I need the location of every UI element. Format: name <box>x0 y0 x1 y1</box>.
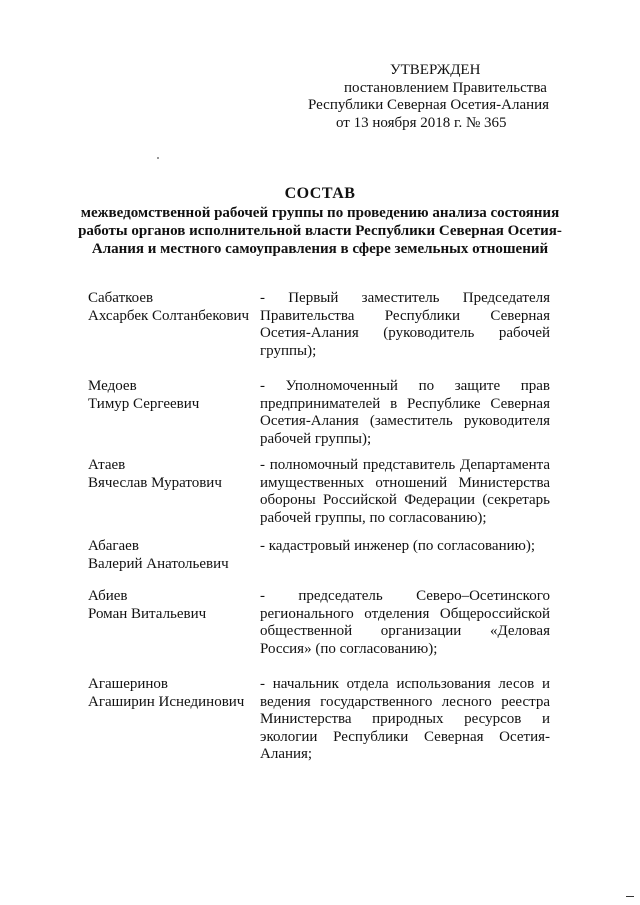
role-line: Осетия-Алания (руководитель рабочей <box>260 325 550 341</box>
member-surname: Сабаткоев <box>88 290 154 306</box>
scan-speck <box>157 157 159 159</box>
role-line: Алания; <box>260 746 313 762</box>
subtitle-line: Алания и местного самоуправления в сфере земельных отношений <box>91 241 549 257</box>
role-line: - Уполномоченный по защите прав <box>260 378 550 394</box>
member-given-name: Роман Витальевич <box>88 605 207 622</box>
role-line: - начальник отдела использования лесов и <box>260 676 550 692</box>
member-given-name: Валерий Анатольевич <box>88 555 229 572</box>
member-name <box>88 378 258 413</box>
role-line: Правительства Республики Северная <box>260 307 550 324</box>
role-line: имущественных отношений Министерства <box>260 474 550 491</box>
approval-line: постановлением Правительства <box>344 79 547 96</box>
document-subtitle <box>70 204 570 258</box>
member-name <box>88 457 258 492</box>
member-role <box>260 290 550 360</box>
member-surname: Медоев <box>88 378 137 394</box>
role-line: общественной организации «Деловая <box>260 623 550 639</box>
approval-title: УТВЕРЖДЕН <box>390 62 481 78</box>
role-line: Министерства природных ресурсов и <box>260 711 550 727</box>
member-role <box>260 538 550 556</box>
subtitle-line: межведомственной рабочей группы по проведению анализа состояния <box>80 205 560 221</box>
approval-stamp <box>308 62 578 132</box>
role-line: Осетия-Алания (заместитель руководителя <box>260 413 550 429</box>
member-given-name: Агаширин Иснединович <box>88 693 245 710</box>
member-given-name: Ахсарбек Солтанбекович <box>88 307 250 324</box>
member-name <box>88 588 258 623</box>
role-line: - кадастровый инженер (по согласованию); <box>260 538 535 554</box>
member-name <box>88 538 258 573</box>
role-line: ведения государственного лесного реестра <box>260 693 550 710</box>
role-line: - Первый заместитель Председателя <box>260 290 550 306</box>
role-line: обороны Российской Федерации (секретарь <box>260 492 550 508</box>
member-given-name: Тимур Сергеевич <box>88 395 200 412</box>
member-surname: Агашеринов <box>88 676 168 692</box>
document-title: СОСТАВ <box>284 185 356 202</box>
member-surname: Абиев <box>88 588 128 604</box>
document-heading <box>70 184 570 258</box>
role-line: экологии Республики Северная Осетия- <box>260 728 550 745</box>
subtitle-line: работы органов исполнительной власти Республики Северная Осетия- <box>78 223 562 239</box>
role-line: регионального отделения Общероссийской <box>260 605 550 622</box>
role-line: предпринимателей в Республике Северная <box>260 395 550 412</box>
member-role <box>260 378 550 448</box>
member-surname: Абагаев <box>88 538 139 554</box>
member-given-name: Вячеслав Муратович <box>88 474 222 491</box>
member-name <box>88 676 258 711</box>
role-line: Россия» (по согласованию); <box>260 640 438 657</box>
role-line: группы); <box>260 342 317 359</box>
member-role <box>260 676 550 764</box>
approval-line: Республики Северная Осетия-Алания <box>308 97 550 113</box>
member-name <box>88 290 258 325</box>
member-role <box>260 588 550 658</box>
member-role <box>260 457 550 527</box>
role-line: рабочей группы); <box>260 430 372 447</box>
role-line: рабочей группы, по согласованию); <box>260 509 487 526</box>
scan-edge-mark <box>626 896 634 897</box>
approval-date: от 13 ноября 2018 г. № 365 <box>336 114 507 131</box>
role-line: - полномочный представитель Департамента <box>260 457 550 473</box>
role-line: - председатель Северо–Осетинского <box>260 588 550 604</box>
member-surname: Атаев <box>88 457 126 473</box>
